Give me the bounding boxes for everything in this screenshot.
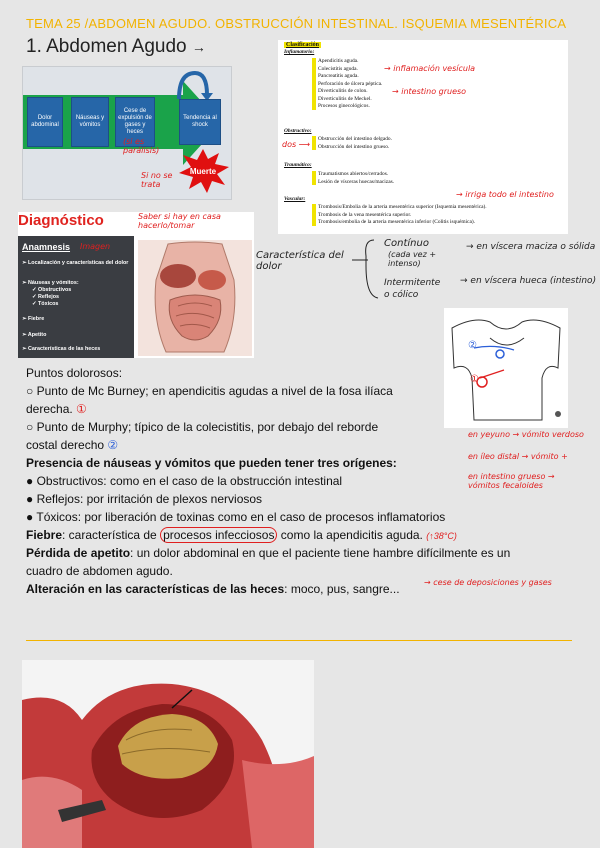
diag-item: ➢ Fiebre [22,316,45,322]
body-diagram-image [444,308,568,428]
torso-outline-illustration [444,308,568,428]
clasif-item: Apendicitis aguda. [318,58,359,64]
arrow-icon: → [191,39,206,55]
clasificacion-title: Clasificación [286,42,319,48]
puntos-heading: Puntos dolorosos: [26,366,123,380]
surgical-photo [22,660,314,848]
clasif-item: Obstrucción del intestino delgado. [318,136,392,142]
highlight-bar [312,171,316,185]
diag-item: ➢ Apetito [22,332,47,338]
branch-intermitente-detail: o cólico [384,290,419,300]
branch-continuo-result: → en víscera maciza o sólida [466,242,596,252]
diagnostico-title: Diagnóstico [18,212,104,229]
muerte-label: Muerte [189,166,217,176]
highlight-bar [312,204,316,226]
flow-box-shock: Tendencia al shock [179,99,221,145]
clasif-item: Trombosis/Embolia de la arteria mesentérica superior (Isquemia mesentérica). [318,204,487,210]
diag-subitem: ✓ Obstructivos [32,287,72,293]
fiebre-note: (↑38°C) [426,531,457,541]
anamnesis-title: Anamnesis [22,242,71,252]
note-obstructivo: dos ⟶ [282,140,311,149]
punto-murphy-cont: costal derecho ② [26,438,119,452]
section-title-text: 1. Abdomen Agudo [26,36,187,57]
group-traumatico: Traumático: [284,162,312,168]
heces-note: → cese de deposiciones y gases [424,578,552,587]
punto-murphy: ○ Punto de Murphy; típico de la colecistitis, por debajo del reborde [26,420,379,434]
clasif-item: Pancreatitis aguda. [318,73,359,79]
dolor-label: Característica del dolor [256,250,344,272]
diag-item: ➢ Características de las heces [22,346,101,352]
clasif-item: Colecistitis aguda. [318,65,358,72]
section-divider [26,640,572,641]
clasif-item: Trombosis/embolia de la arteria mesentérica inferior (Colitis isquémica). [318,219,475,225]
diag-item: ➢ Localización y características del dolor [22,260,129,266]
clasif-item: Lesión de vísceras huecas/macizas. [318,178,395,185]
clasif-item: Trombosis de la vena mesentérica superior. [318,211,412,218]
heces-line: Alteración en las características de las heces: moco, pus, sangre... [26,582,400,596]
fiebre-line: Fiebre: característica de procesos infecciosos como la apendicitis aguda. (↑38°C) [26,528,457,542]
abdomen-agudo-flow-slide [22,66,232,200]
clasif-item: Procesos ginecológicos. [318,103,370,109]
branch-continuo: Contínuo [384,238,429,249]
mcburney-mark: ① [76,402,87,416]
clasif-item: Perforación de úlcera péptica. [318,80,383,87]
section-title [26,36,206,58]
nauseas-heading: Presencia de náuseas y vómitos que pueden tener tres orígenes: [26,456,397,470]
diag-subitem: ✓ Reflejos [32,294,59,300]
nauseas-item-reflejos: ● Reflejos: por irritación de plexos nerviosos [26,492,263,506]
clasif-item: Traumatismos abiertos/cerrados. [318,171,389,177]
anamnesis-panel [18,236,134,358]
clasificacion-table [278,40,568,234]
flow-note-no-trata: Si no se trata [141,171,173,189]
curved-arrow-icon [173,69,213,103]
branch-continuo-detail: (cada vez + intenso) [388,250,437,268]
note-colecistitis: → inflamación vesícula [384,64,476,73]
nauseas-item-toxicos: ● Tóxicos: por liberación de toxinas como en el caso de procesos inflamatorios [26,510,446,524]
flow-box-cese: Cese de expulsión de gases y heces [115,97,155,147]
abdomen-anatomy-illustration [138,240,252,356]
clasif-item: Diverticulitis de Meckel. [318,95,372,102]
note-diverticulitis: → intestino grueso [392,87,467,96]
highlight-bar [312,58,316,110]
clasif-item: Diverticulitis de colon. [318,88,368,94]
clasif-item: Obstrucción del intestino grueso. [318,143,390,150]
vomito-note-ileo: en íleo distal → vómito + [468,452,568,461]
murphy-mark: ② [107,438,119,452]
caracteristicas-dolor-notes [256,236,597,306]
note-vascular: → irriga todo el intestino [456,190,554,199]
body-mark-murphy: ② [468,340,477,351]
vomito-note-grueso: en intestino grueso → vómitos fecaloides [468,472,555,490]
flow-note-paralisis: (si es parálisis) [123,137,160,155]
diagnostico-slide [18,212,254,358]
apetito-line-cont: cuadro de abdomen agudo. [26,564,173,578]
apetito-line: Pérdida de apetito: un dolor abdominal en que el paciente tiene hambre difícilmente es un [26,546,511,560]
anamnesis-note: Imagen [80,242,111,251]
branch-intermitente-result: → en víscera hueca (intestino) [460,276,597,286]
topic-header: TEMA 25 /ABDOMEN AGUDO. OBSTRUCCIÓN INTESTINAL. ISQUEMIA MESENTÉRICA [26,16,567,31]
diag-note-top: Saber si hay en casa hacerlo/tomar [138,212,221,230]
flow-box-dolor: Dolor abdominal [27,97,63,147]
branch-intermitente: Intermitente [384,278,441,288]
highlight-bar [312,136,316,150]
group-vascular: Vascular: [284,196,306,202]
vomito-note-yeyuno: en yeyuno → vómito verdoso [468,430,584,439]
punto-mcburney-cont: derecha. ① [26,402,87,416]
procesos-infecciosos-highlight: procesos infecciosos [160,527,277,543]
group-obstructivo: Obstructivo: [284,128,312,134]
body-mark-mcburney: ① [470,374,479,385]
diag-item: ➢ Náuseas y vómitos: [22,280,79,286]
abdomen-anatomy-image [138,240,252,356]
punto-mcburney: ○ Punto de Mc Burney; en apendicitis agudas a nivel de la fosa ilíaca [26,384,393,398]
brace-icon [350,236,380,306]
group-inflamatorio: Inflamatorio: [284,49,315,55]
flow-box-nauseas: Náuseas y vómitos [71,97,109,147]
diag-subitem: ✓ Tóxicos [32,301,59,307]
surgical-photo-illustration [22,660,314,848]
nauseas-item-obstructivos: ● Obstructivos: como en el caso de la obstrucción intestinal [26,474,343,488]
